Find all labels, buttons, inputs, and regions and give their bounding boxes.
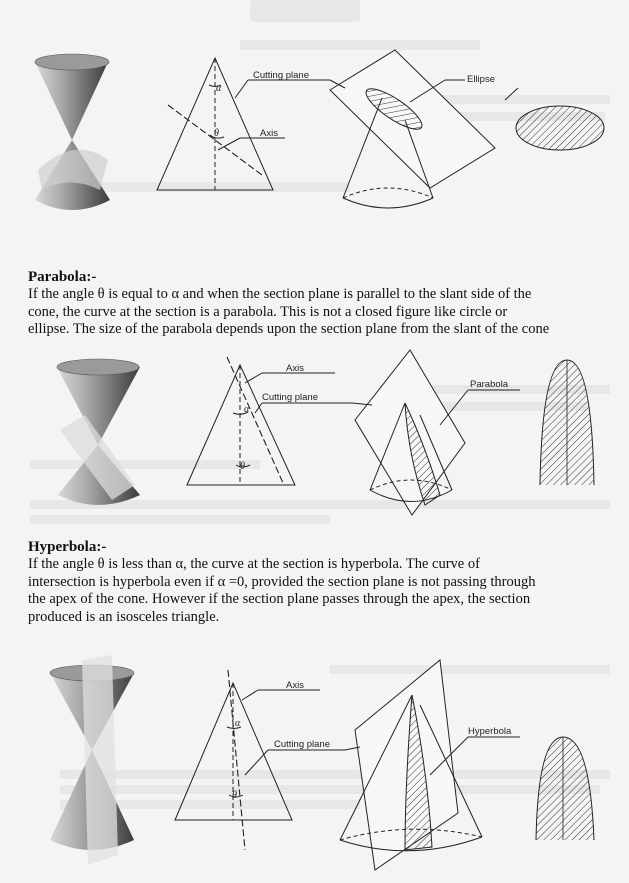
alpha-symbol: α	[235, 718, 241, 729]
theta-symbol: θ	[232, 790, 237, 801]
parabola-section	[540, 360, 594, 485]
hyperbola-figure	[0, 655, 629, 875]
hyperbola-line-1: If the angle θ is less than α, the curve at the section is hyperbola. The curve of	[28, 556, 480, 572]
hyperbola-heading: Hyperbola:-	[28, 539, 107, 555]
axis-label: Axis	[286, 363, 304, 374]
axis-label: Axis	[286, 680, 304, 691]
alpha-symbol: α	[244, 404, 250, 415]
cutting-plane-label: Cutting plane	[253, 70, 309, 81]
alpha-symbol: α	[216, 83, 222, 94]
parabola-line-2: cone, the curve at the section is a parabola. This is not a closed figure like circle or	[28, 303, 508, 320]
ellipse-section	[516, 106, 604, 150]
parabola-heading: Parabola:-	[28, 269, 97, 285]
cone-with-cutting-plane	[340, 660, 520, 870]
hyperbola-line-4: produced is an isosceles triangle.	[28, 608, 220, 625]
ellipse-figure	[0, 40, 629, 225]
parabola-line-3: ellipse. The size of the parabola depends upon the section plane from the slant of the cone	[28, 321, 550, 337]
parabola-section	[28, 268, 608, 339]
cone-elevation-diagram	[175, 670, 345, 850]
hyperbola-line-2: intersection is hyperbola even if α =0, provided the section plane is not passing through	[28, 573, 536, 590]
hyperbola-section	[28, 538, 608, 626]
theta-symbol: θ	[214, 128, 219, 139]
cutting-plane-label: Cutting plane	[262, 392, 318, 403]
double-cone-render	[50, 655, 134, 865]
hyperbola-label: Hyperbola	[468, 726, 512, 737]
hyperbola-section	[536, 737, 594, 840]
theta-symbol: θ	[240, 461, 245, 472]
parabola-label: Parabola	[470, 379, 509, 390]
cutting-plane-label: Cutting plane	[274, 739, 330, 750]
hyperbola-line-3: the apex of the cone. However if the section plane passes through the apex, the section	[28, 591, 531, 607]
cone-with-cutting-plane	[352, 350, 520, 515]
axis-label: Axis	[260, 128, 278, 139]
double-cone-render	[35, 54, 110, 210]
cone-elevation-diagram	[187, 357, 352, 485]
parabola-figure	[0, 345, 629, 520]
double-cone-render	[57, 359, 140, 505]
ellipse-label: Ellipse	[467, 74, 495, 85]
parabola-line-1: If the angle θ is equal to α and when the section plane is parallel to the slant side of the	[28, 286, 532, 302]
